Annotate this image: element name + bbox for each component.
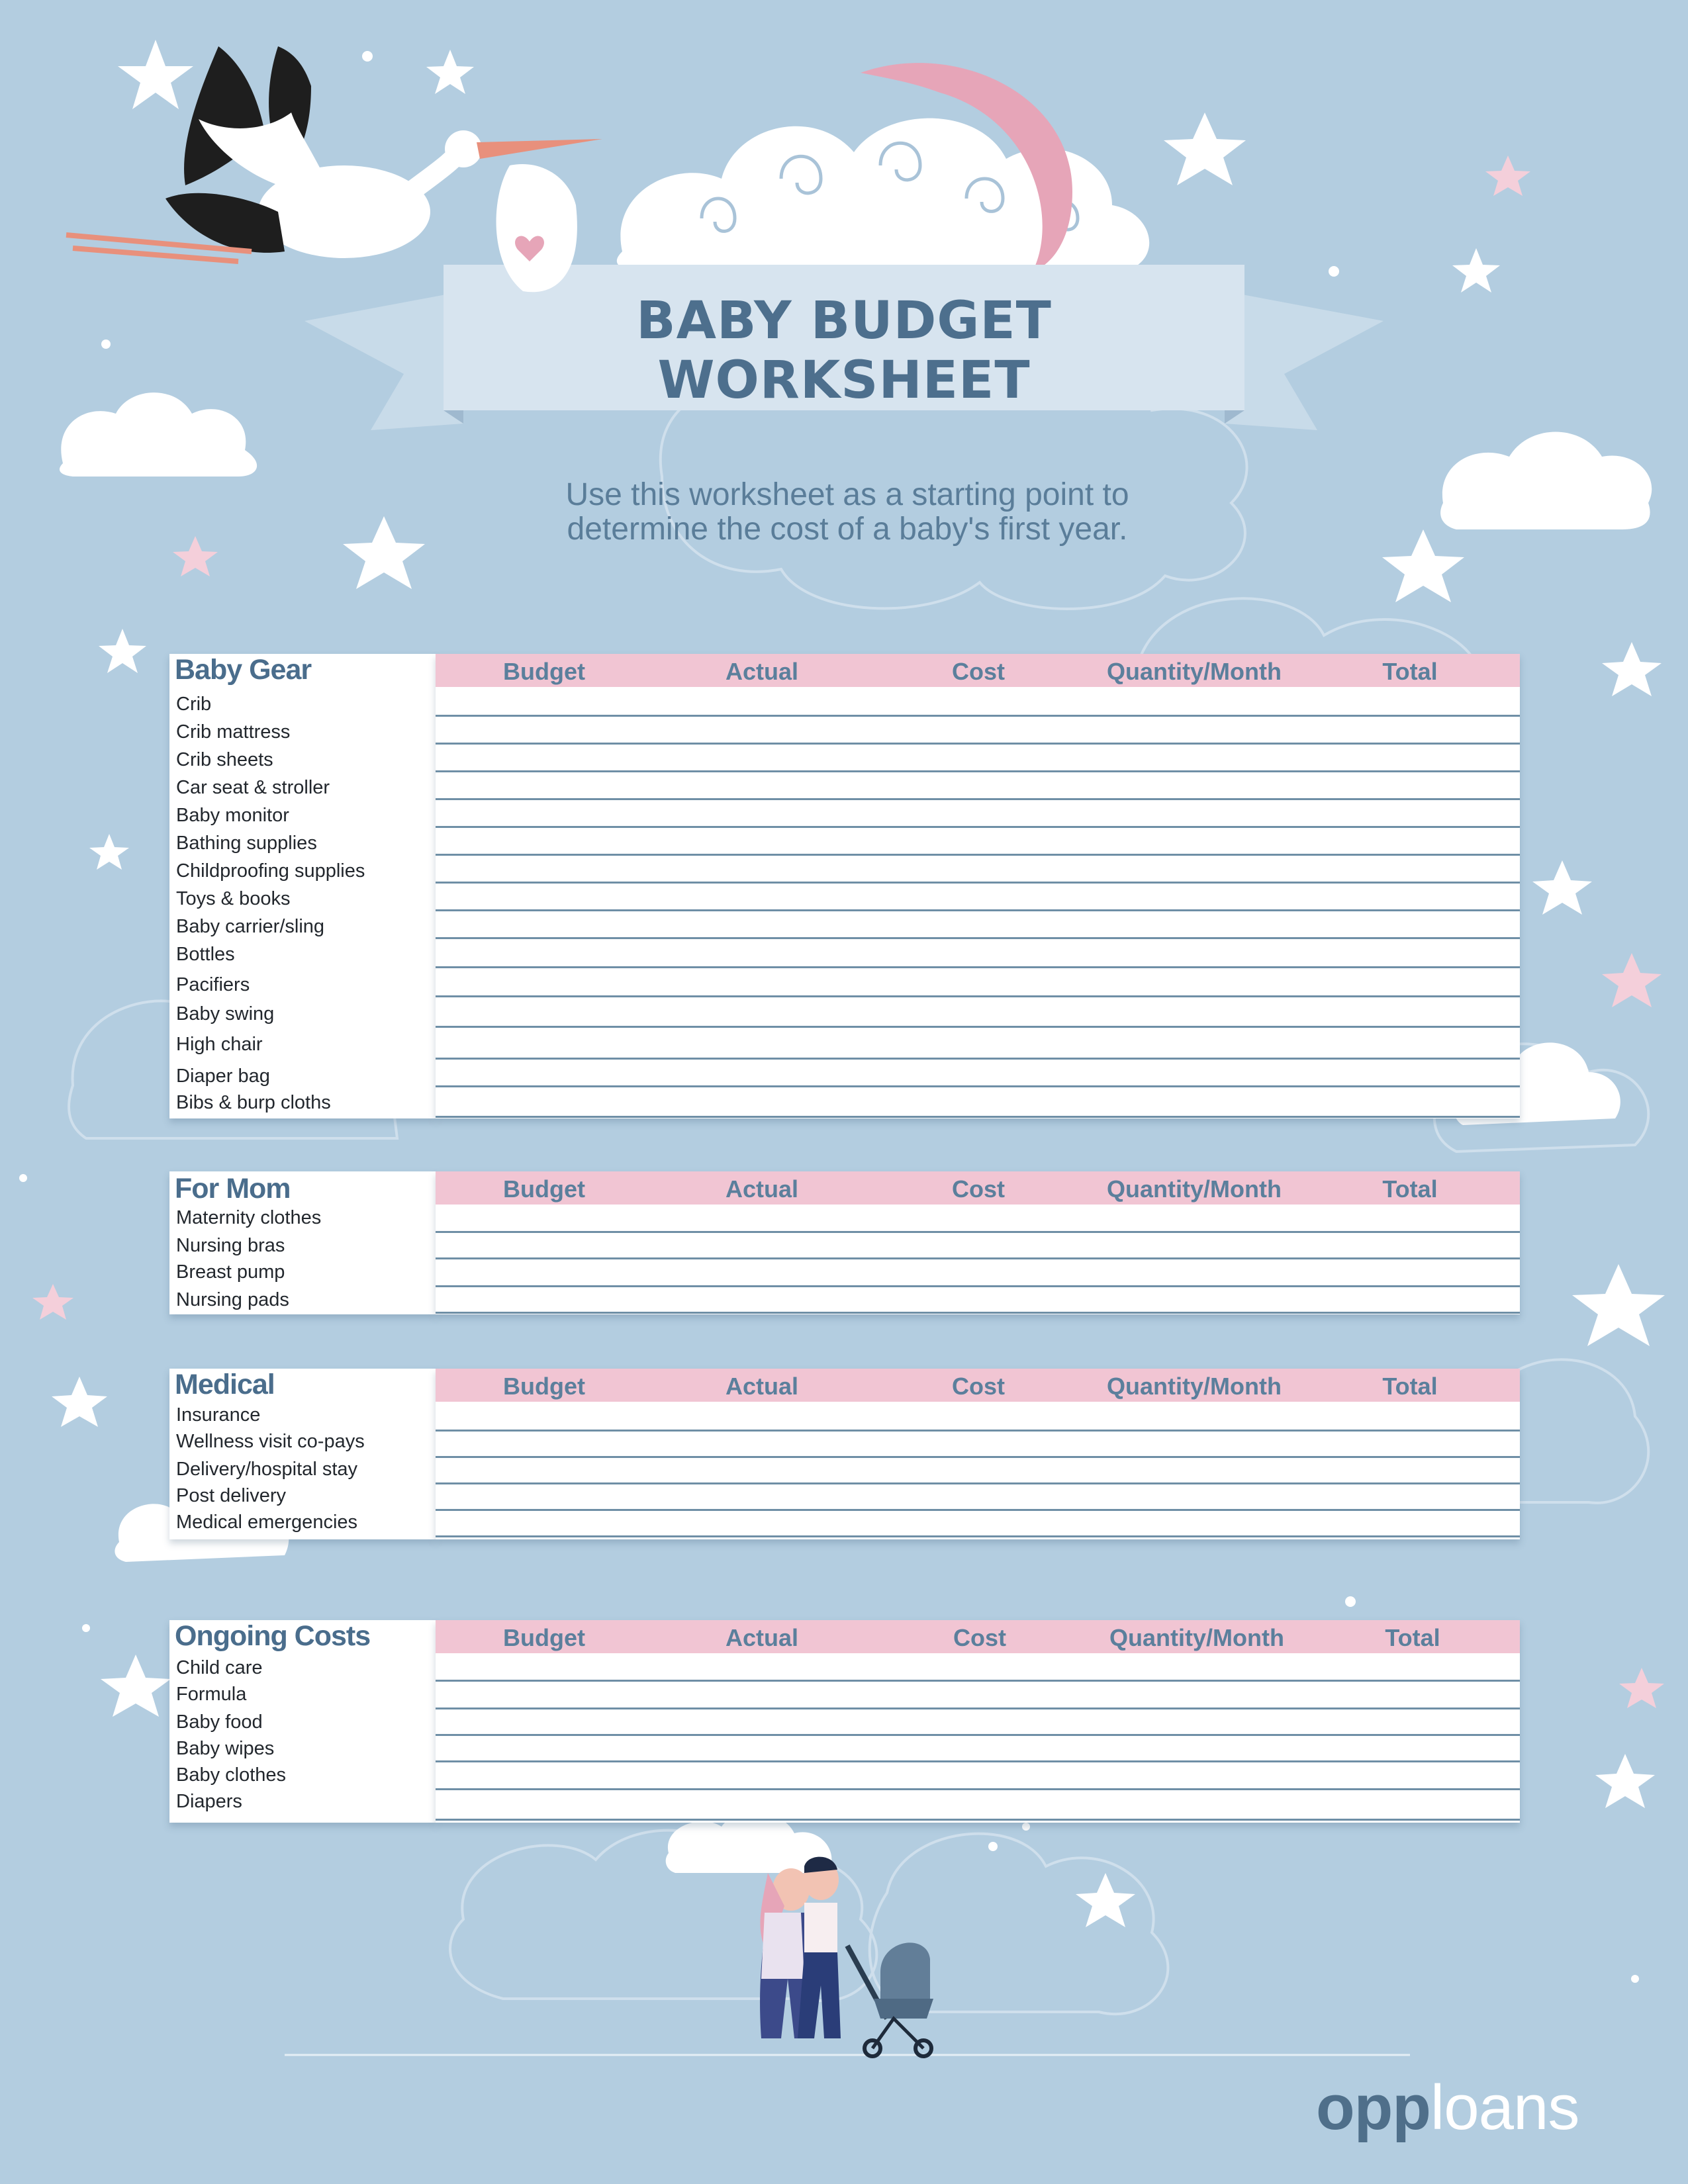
row-line (436, 1058, 1520, 1060)
column-header-quantity: Quantity/Month (1107, 658, 1282, 685)
row-label: Childproofing supplies (176, 860, 365, 882)
row-label: Car seat & stroller (176, 777, 330, 798)
section-title: Baby Gear (175, 654, 312, 686)
row-label: Nursing bras (176, 1235, 285, 1256)
entry-grid[interactable] (436, 1171, 1520, 1314)
row-line (436, 937, 1520, 939)
row-label: Maternity clothes (176, 1207, 322, 1228)
column-header-budget: Budget (503, 658, 585, 685)
section-label-panel (169, 1620, 436, 1823)
column-header-quantity: Quantity/Month (1107, 1373, 1282, 1400)
row-line (436, 882, 1520, 884)
intro-line-1: Use this worksheet as a starting point to (565, 477, 1129, 512)
column-header-quantity: Quantity/Month (1107, 1175, 1282, 1203)
section-baby-gear (169, 654, 1520, 1118)
entry-grid[interactable] (436, 1620, 1520, 1823)
section-label-panel (169, 654, 436, 1118)
row-label: Baby carrier/sling (176, 916, 325, 937)
row-label: Pacifiers (176, 974, 250, 995)
row-label: Wellness visit co-pays (176, 1431, 365, 1452)
column-header-budget: Budget (503, 1373, 585, 1400)
row-label: Nursing pads (176, 1289, 289, 1310)
row-label: Crib (176, 694, 212, 715)
row-line (436, 798, 1520, 800)
row-line (436, 1788, 1520, 1790)
intro-text (463, 478, 1231, 547)
section-title: For Mom (175, 1173, 291, 1205)
row-label: Child care (176, 1657, 263, 1678)
row-label: High chair (176, 1034, 263, 1055)
row-line (436, 1430, 1520, 1432)
section-title: Ongoing Costs (175, 1620, 371, 1652)
row-line (436, 1456, 1520, 1458)
column-header-total: Total (1385, 1624, 1440, 1651)
row-label: Post delivery (176, 1485, 287, 1506)
row-line (436, 966, 1520, 968)
row-label: Bottles (176, 944, 235, 965)
entry-grid[interactable] (436, 654, 1520, 1118)
row-label: Baby food (176, 1711, 263, 1733)
row-line (436, 770, 1520, 772)
row-line (436, 1760, 1520, 1762)
column-header-budget: Budget (503, 1624, 585, 1651)
row-line (436, 1734, 1520, 1736)
row-label: Crib sheets (176, 749, 273, 770)
row-line (436, 995, 1520, 997)
row-label: Baby swing (176, 1003, 275, 1024)
row-label: Formula (176, 1684, 247, 1705)
column-header-total: Total (1382, 1175, 1438, 1203)
column-header-cost: Cost (952, 1373, 1005, 1400)
row-line (436, 1026, 1520, 1028)
row-label: Baby clothes (176, 1764, 287, 1786)
logo-bold-part: opp (1316, 2072, 1430, 2143)
section-medical (169, 1369, 1520, 1539)
row-line (436, 1257, 1520, 1259)
row-line (436, 909, 1520, 911)
column-header-row (436, 1620, 1520, 1653)
column-header-actual: Actual (725, 1175, 799, 1203)
row-line (436, 715, 1520, 717)
section-title: Medical (175, 1369, 275, 1400)
row-line (436, 1116, 1520, 1118)
row-line (436, 1680, 1520, 1682)
column-header-row (436, 1171, 1520, 1205)
row-line (436, 1819, 1520, 1821)
row-label: Diaper bag (176, 1066, 270, 1087)
row-line (436, 854, 1520, 856)
row-line (436, 1707, 1520, 1709)
entry-grid[interactable] (436, 1369, 1520, 1539)
column-header-actual: Actual (725, 658, 799, 685)
row-line (436, 1509, 1520, 1511)
column-header-budget: Budget (503, 1175, 585, 1203)
row-line (436, 1535, 1520, 1537)
row-label: Breast pump (176, 1261, 285, 1283)
column-header-cost: Cost (952, 658, 1005, 685)
section-for-mom (169, 1171, 1520, 1314)
column-header-row (436, 654, 1520, 687)
row-label: Insurance (176, 1404, 261, 1426)
row-line (436, 1482, 1520, 1484)
page-title: BABY BUDGET WORKSHEET (636, 291, 1052, 410)
row-line (436, 1231, 1520, 1233)
section-label-panel (169, 1369, 436, 1539)
row-label: Delivery/hospital stay (176, 1459, 357, 1480)
row-label: Bathing supplies (176, 833, 317, 854)
row-label: Medical emergencies (176, 1512, 358, 1533)
row-line (436, 743, 1520, 745)
section-label-panel (169, 1171, 436, 1314)
row-label: Diapers (176, 1791, 242, 1812)
row-line (436, 1085, 1520, 1087)
section-ongoing-costs (169, 1620, 1520, 1823)
row-line (436, 1312, 1520, 1314)
column-header-actual: Actual (725, 1373, 799, 1400)
column-header-total: Total (1382, 658, 1438, 685)
logo-light-part: loans (1430, 2072, 1579, 2143)
row-label: Toys & books (176, 888, 291, 909)
row-line (436, 826, 1520, 828)
column-header-cost: Cost (953, 1624, 1006, 1651)
row-label: Baby monitor (176, 805, 289, 826)
column-header-total: Total (1382, 1373, 1438, 1400)
row-label: Bibs & burp cloths (176, 1092, 331, 1113)
row-label: Crib mattress (176, 721, 291, 743)
column-header-cost: Cost (952, 1175, 1005, 1203)
opploans-logo (1316, 2071, 1579, 2144)
intro-line-2: determine the cost of a baby's first year. (567, 512, 1128, 547)
row-line (436, 1285, 1520, 1287)
row-label: Baby wipes (176, 1738, 275, 1759)
column-header-row (436, 1369, 1520, 1402)
column-header-quantity: Quantity/Month (1109, 1624, 1284, 1651)
column-header-actual: Actual (725, 1624, 799, 1651)
